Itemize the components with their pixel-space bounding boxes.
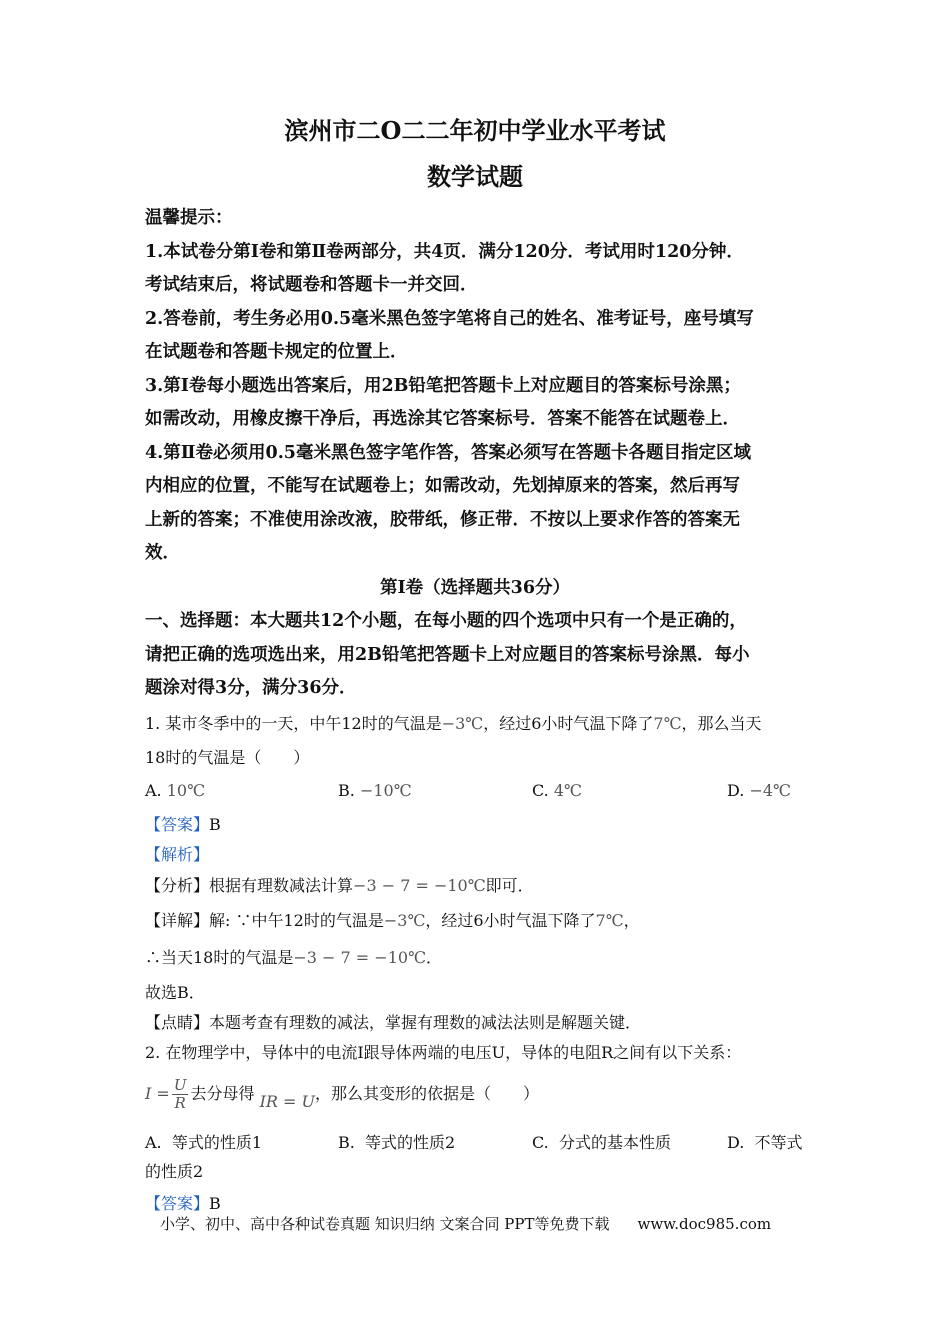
therefore-line <box>145 948 442 968</box>
option-value: 10℃ <box>166 781 205 800</box>
therefore-expression: −3 − 7 = −10℃ <box>293 948 426 967</box>
fenxi-tag: 【分析】 <box>145 876 210 895</box>
fenxi-expression: −3 − 7 = −10℃ <box>353 876 486 895</box>
stem-text: ，经过6小时气温下降了 <box>483 714 654 733</box>
stem-text: ，那么当天 <box>681 714 762 733</box>
stem-text: 去分母得 <box>190 1084 255 1103</box>
fraction-denominator: R <box>174 1094 186 1112</box>
stem-text: 1. 某市冬季中的一天，中午12时的气温是 <box>145 714 442 733</box>
notice-line: 2.答卷前，考生务必用0.5毫米黑色签字笔将自己的姓名、准考证号，座号填写 <box>145 309 754 329</box>
question-2-stem: 2. 在物理学中，导体中的电流Ⅰ跟导体两端的电压U，导体的电阻R之间有以下关系： <box>145 1043 742 1062</box>
option-value: 等式的性质2 <box>365 1133 456 1152</box>
notice-line: 上新的答案；不准使用涂改液，胶带纸，修正带．不按以上要求作答的答案无 <box>145 510 740 530</box>
question-1-stem <box>145 714 761 734</box>
option-value: 4℃ <box>553 781 582 800</box>
option-d-wrap: 的性质2 <box>145 1162 204 1181</box>
notice-line: 内相应的位置，不能写在试题卷上；如需改动，先划掉原来的答案，然后再写 <box>145 476 740 496</box>
answer-line <box>145 815 221 835</box>
analysis-line <box>145 845 209 865</box>
option-value: −10℃ <box>359 781 412 800</box>
notice-line: 1.本试卷分第Ⅰ卷和第Ⅱ卷两部分，共4页．满分120分．考试用时120分钟． <box>145 242 744 262</box>
notice-heading: 温馨提示： <box>145 208 233 228</box>
xiangjie-tag: 【详解】 <box>145 911 210 930</box>
option-b[interactable] <box>338 1133 455 1153</box>
fenxi-text: 即可． <box>485 876 534 895</box>
fraction-numerator: U <box>173 1076 187 1094</box>
notice-line: 如需改动，用橡皮擦干净后，再选涂其它答案标号．答案不能答在试题卷上． <box>145 409 740 429</box>
xiangjie-text: ， <box>623 911 640 930</box>
notice-line: 在试题卷和答题卡规定的位置上． <box>145 342 408 362</box>
notice-line: 效． <box>145 543 180 563</box>
option-c[interactable] <box>532 1133 671 1153</box>
option-label: A. <box>145 1133 162 1152</box>
temperature-value: 7℃ <box>653 714 682 733</box>
option-a[interactable] <box>145 1133 262 1153</box>
dianjing-text: 本题考查有理数的减法，掌握有理数的减法法则是解题关键． <box>209 1013 642 1032</box>
option-a[interactable] <box>145 781 205 801</box>
exam-subtitle: 数学试题 <box>427 162 523 191</box>
formula-lhs: I = <box>145 1084 170 1103</box>
section-instruction: 题涂对得3分，满分36分． <box>145 678 357 698</box>
analysis-tag: 【解析】 <box>145 845 210 864</box>
question-1-stem-line2: 18时的气温是（ ） <box>145 748 310 767</box>
temperature-value: −3℃ <box>383 911 426 930</box>
section-title: 第Ⅰ卷（选择题共36分） <box>379 578 571 598</box>
exam-title: 滨州市二O二二年初中学业水平考试 <box>284 116 666 145</box>
xiangjie-text: ，经过6小时气温下降了 <box>425 911 596 930</box>
xiangjie-text: 解: ∵中午12时的气温是 <box>209 911 384 930</box>
answer-value: B <box>209 1194 221 1213</box>
option-value: −4℃ <box>749 781 791 800</box>
answer-value: B <box>209 815 221 834</box>
option-label: C. <box>532 781 549 800</box>
section-instruction: 一、选择题：本大题共12个小题，在每小题的四个选项中只有一个是正确的， <box>145 611 747 631</box>
option-label: B. <box>338 1133 355 1152</box>
notice-line: 考试结束后，将试题卷和答题卡一并交回． <box>145 275 478 295</box>
dianjing-line <box>145 1013 641 1033</box>
question-2-formula-line <box>145 1076 539 1112</box>
section-instruction: 请把正确的选项选出来，用2B铅笔把答题卡上对应题目的答案标号涂黑．每小 <box>145 645 750 665</box>
fenxi-line <box>145 876 534 896</box>
option-label: A. <box>145 781 162 800</box>
option-value: 分式的基本性质 <box>558 1133 671 1152</box>
fenxi-text: 根据有理数减法计算 <box>209 876 354 895</box>
option-d[interactable] <box>727 1133 803 1153</box>
answer-tag: 【答案】 <box>145 815 210 834</box>
option-label: B. <box>338 781 355 800</box>
footer-site-link[interactable]: www.doc985.com <box>637 1215 772 1233</box>
temperature-value: −3℃ <box>441 714 484 733</box>
dianjing-tag: 【点睛】 <box>145 1013 210 1032</box>
formula-ir: IR = U <box>259 1092 316 1111</box>
option-c[interactable] <box>532 781 582 801</box>
option-value: 不等式 <box>754 1133 803 1152</box>
option-label: C. <box>532 1133 549 1152</box>
stem-text: ，那么其变形的依据是（ ） <box>315 1084 540 1103</box>
formula-fraction <box>172 1077 189 1112</box>
page-footer <box>160 1214 771 1234</box>
notice-line: 4.第Ⅱ卷必须用0.5毫米黑色签字笔作答，答案必须写在答题卡各题目指定区域 <box>145 443 751 463</box>
temperature-value: 7℃ <box>595 911 624 930</box>
answer-tag: 【答案】 <box>145 1194 210 1213</box>
option-value: 等式的性质1 <box>171 1133 262 1152</box>
answer-line <box>145 1194 221 1214</box>
option-label: D. <box>727 1133 745 1152</box>
option-label: D. <box>727 781 745 800</box>
notice-line: 3.第Ⅰ卷每小题选出答案后，用2B铅笔把答题卡上对应题目的答案标号涂黑； <box>145 376 741 396</box>
therefore-text: ． <box>425 948 442 967</box>
xiangjie-line <box>145 911 640 931</box>
option-d[interactable] <box>727 781 791 801</box>
therefore-text: ∴当天18时的气温是 <box>145 948 294 967</box>
choose-line: 故选B． <box>145 983 205 1002</box>
footer-text: 小学、初中、高中各种试卷真题 知识归纳 文案合同 PPT等免费下载 <box>160 1215 610 1233</box>
option-b[interactable] <box>338 781 412 801</box>
